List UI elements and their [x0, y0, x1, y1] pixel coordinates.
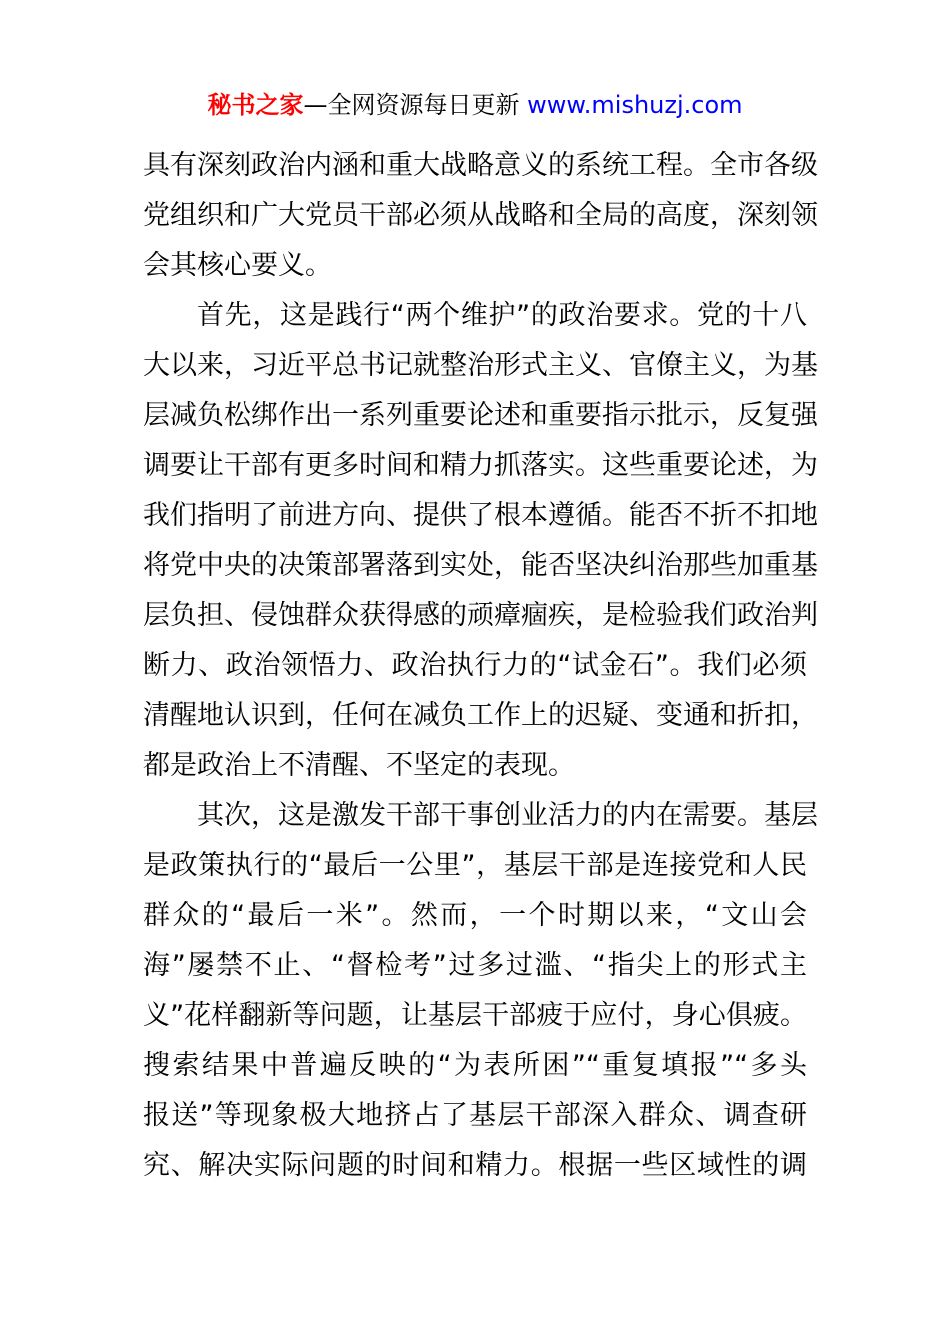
- text-line: 大以来，习近平总书记就整治形式主义、官僚主义，为基: [143, 350, 818, 381]
- brand-name: 秘书之家: [207, 91, 304, 119]
- text-line: 究、解决实际问题的时间和精力。根据一些区域性的调: [143, 1150, 807, 1181]
- site-url-link[interactable]: www.mishuzj.com: [527, 91, 743, 119]
- text-line: 海”屡禁不止、“督检考”过多过滥、“指尖上的形式主: [143, 950, 807, 981]
- text-line: 义”花样翻新等问题，让基层干部疲于应付，身心俱疲。: [143, 1000, 807, 1031]
- text-line: 群众的“最后一米”。然而，一个时期以来，“文山会: [143, 900, 807, 931]
- text-line: 将党中央的决策部署落到实处，能否坚决纠治那些加重基: [143, 550, 818, 581]
- text-line: 会其核心要义。: [143, 250, 332, 281]
- text-line: 层负担、侵蚀群众获得感的顽瘴痼疾，是检验我们政治判: [143, 600, 818, 631]
- text-line: 首先，这是践行“两个维护”的政治要求。党的十八: [197, 300, 807, 331]
- text-line: 其次，这是激发干部干事创业活力的内在需要。基层: [197, 800, 818, 831]
- text-line: 清醒地认识到，任何在减负工作上的迟疑、变通和折扣，: [143, 700, 818, 731]
- document-body: [143, 141, 818, 1191]
- header-slogan: —全网资源每日更新: [303, 91, 528, 119]
- text-line: 都是政治上不清醒、不坚定的表现。: [143, 750, 575, 781]
- text-line: 党组织和广大党员干部必须从战略和全局的高度，深刻领: [143, 200, 818, 231]
- text-line: 层减负松绑作出一系列重要论述和重要指示批示，反复强: [143, 400, 818, 431]
- text-line: 报送”等现象极大地挤占了基层干部深入群众、调查研: [143, 1100, 807, 1131]
- site-header: [0, 88, 950, 122]
- text-line: 是政策执行的“最后一公里”，基层干部是连接党和人民: [143, 850, 807, 881]
- text-line: 搜索结果中普遍反映的“为表所困”“重复填报”“多头: [143, 1050, 807, 1081]
- text-line: 断力、政治领悟力、政治执行力的“试金石”。我们必须: [143, 650, 807, 681]
- text-line: 具有深刻政治内涵和重大战略意义的系统工程。全市各级: [143, 150, 818, 181]
- text-line: 调要让干部有更多时间和精力抓落实。这些重要论述，为: [143, 450, 818, 481]
- text-line: 我们指明了前进方向、提供了根本遵循。能否不折不扣地: [143, 500, 818, 531]
